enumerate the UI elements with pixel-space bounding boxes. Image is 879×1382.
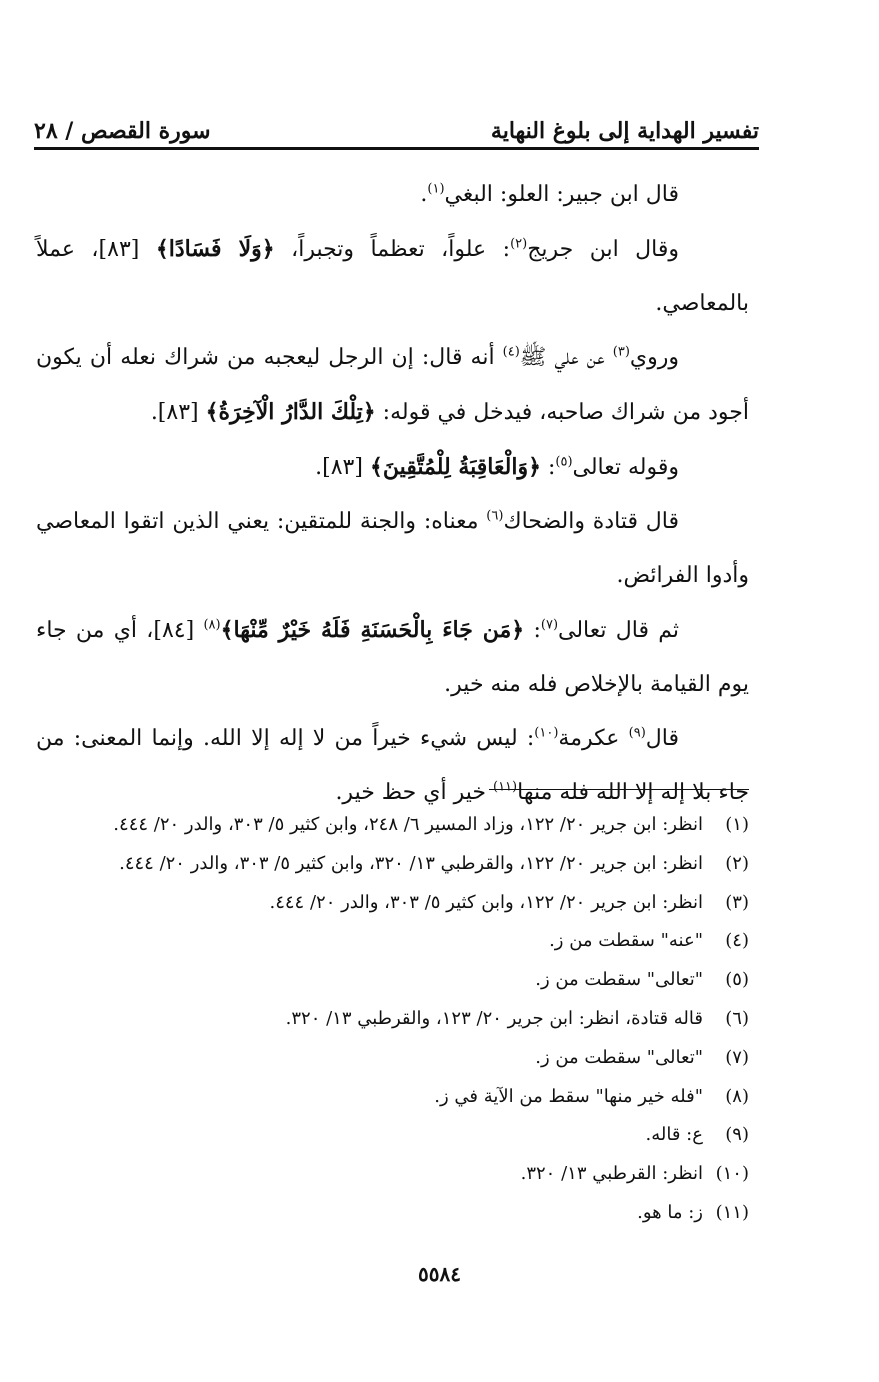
footnote-text: "فله خير منها" سقط من الآية في ز. <box>434 1085 703 1107</box>
header-rule <box>34 147 759 150</box>
footnote-ref: (٧) <box>540 617 559 633</box>
footnote <box>50 1194 749 1233</box>
paragraph-7: قال$^{(٩)}$ عكرمة$^{(١٠)}$: ليس شيء خيراً من لا إله إلا الله. وإنما المعنى: من جاء بلا إله إلا الله فله منها$^{(١١)}$ خير أي حظ خير. <box>36 725 749 805</box>
main-text <box>36 168 749 820</box>
footnote-number: (٦) <box>725 1007 749 1029</box>
footnote-text: "تعالى" سقطت من ز. <box>535 969 703 991</box>
honorific-glyph: ﷺ <box>519 345 547 370</box>
quran-verse: ﴿وَالْعَاقِبَةُ لِلْمُتَّقِينَ﴾ <box>369 454 541 480</box>
footnote <box>50 845 749 884</box>
footnote-text: "عنه" سقطت من ز. <box>549 930 703 952</box>
footnote-text: انظر: ابن جرير ٢٠/ ١٢٢، وابن كثير ٥/ ٣٠٣، والدر ٢٠/ ٤٤٤. <box>269 891 703 913</box>
footnote-text: انظر: ابن جرير ٢٠/ ١٢٢، وزاد المسير ٦/ ٢٤٨، وابن كثير ٥/ ٣٠٣، والدر ٢٠/ ٤٤٤. <box>113 814 703 835</box>
footnote-number: (١) <box>725 814 749 835</box>
surah-label: سورة القصص / ٢٨ <box>34 118 211 144</box>
footnote-ref: (٩) <box>628 725 646 741</box>
quran-verse: ﴿وَلَا فَسَادًا﴾ <box>155 236 275 262</box>
book-title: تفسير الهداية إلى بلوغ النهاية <box>490 118 759 144</box>
footnote-text: انظر: القرطبي ١٣/ ٣٢٠. <box>520 1163 703 1185</box>
paragraph-5: قال قتادة والضحاك$^{(٦)}$ معناه: والجنة للمتقين: يعني الذين اتقوا المعاصي وأدوا الفرائض. <box>36 508 749 588</box>
footnote-ref: (١) <box>427 181 445 197</box>
footnote-text: قاله قتادة، انظر: ابن جرير ٢٠/ ١٢٣، والقرطبي ١٣/ ٣٢٠. <box>285 1007 703 1029</box>
footnote <box>50 806 749 845</box>
footnote-number: (١٠) <box>715 1163 749 1185</box>
footnote-number: (٣) <box>725 891 749 913</box>
footnote-number: (٥) <box>725 969 749 991</box>
footnote-ref: (١٠) <box>534 725 559 741</box>
paragraph-6: ثم قال تعالى$^{(٧)}$: ﴿مَن جَاءَ بِالْحَسَنَةِ فَلَهُ خَيْرٌ مِّنْهَا﴾$^{(٨)}$ [٨٤]، أي من جاء يوم القيامة بالإخلاص فله منه خير. <box>36 617 749 697</box>
footnote-number: (٩) <box>725 1124 749 1146</box>
footnote-ref: (٢) <box>510 236 528 252</box>
footnote <box>50 1078 749 1117</box>
footnote-number: (٢) <box>725 852 749 874</box>
footnote-text: ع: قاله. <box>645 1124 703 1146</box>
page-number: ٥٥٨٤ <box>418 1262 461 1286</box>
footnote-ref: (٥) <box>555 454 573 470</box>
footnotes <box>50 806 749 1233</box>
quran-verse: ﴿مَن جَاءَ بِالْحَسَنَةِ فَلَهُ خَيْرٌ مِّنْهَا﴾ <box>220 617 525 643</box>
paragraph-4: وقوله تعالى$^{(٥)}$: ﴿وَالْعَاقِبَةُ لِلْمُتَّقِينَ﴾ [٨٣]. <box>315 454 679 480</box>
footnote-number: (٧) <box>725 1046 749 1068</box>
footnote <box>50 961 749 1000</box>
footnote <box>50 1155 749 1194</box>
footnote-ref: (٦) <box>486 508 504 524</box>
footnote <box>50 1000 749 1039</box>
footnote-rule <box>489 789 749 790</box>
running-header <box>34 104 759 144</box>
footnote-ref: (١١) <box>492 779 518 795</box>
footnote-text: ز: ما هو. <box>637 1201 703 1223</box>
footnote-text: "تعالى" سقطت من ز. <box>535 1046 703 1068</box>
footnote-ref: (٤) <box>502 344 520 360</box>
quran-verse: ﴿تِلْكَ الدَّارُ الْآخِرَةُ﴾ <box>205 399 376 425</box>
footnote <box>50 884 749 923</box>
footnote-number: (٨) <box>725 1085 749 1107</box>
footnote <box>50 922 749 961</box>
paragraph-3: وروي$^{(٣)}$ عن علي ﷺ$^{(٤)}$ أنه قال: إن الرجل ليعجبه من شراك نعله أن يكون أجود من شراك صاحبه، فيدخل في قوله: ﴿تِلْكَ الدَّارُ الْآخِرَةُ﴾ [٨٣]. <box>36 344 749 425</box>
footnote-text: انظر: ابن جرير ٢٠/ ١٢٢، والقرطبي ١٣/ ٣٢٠، وابن كثير ٥/ ٣٠٣، والدر ٢٠/ ٤٤٤. <box>119 852 703 874</box>
footnote-ref: (٣) <box>612 344 630 360</box>
paragraph-2: وقال ابن جريج$^{(٢)}$: علواً، تعظماً وتجبراً، ﴿وَلَا فَسَادًا﴾ [٨٣]، عملاً بالمعاصي. <box>36 236 749 316</box>
footnote <box>50 1116 749 1155</box>
footnote-number: (١١) <box>715 1201 749 1223</box>
footnote <box>50 1039 749 1078</box>
footnote-number: (٤) <box>725 930 749 952</box>
paragraph-1: قال ابن جبير: العلو: البغي$^{(١)}$. <box>420 181 679 207</box>
footnote-ref: (٨) <box>203 617 221 633</box>
